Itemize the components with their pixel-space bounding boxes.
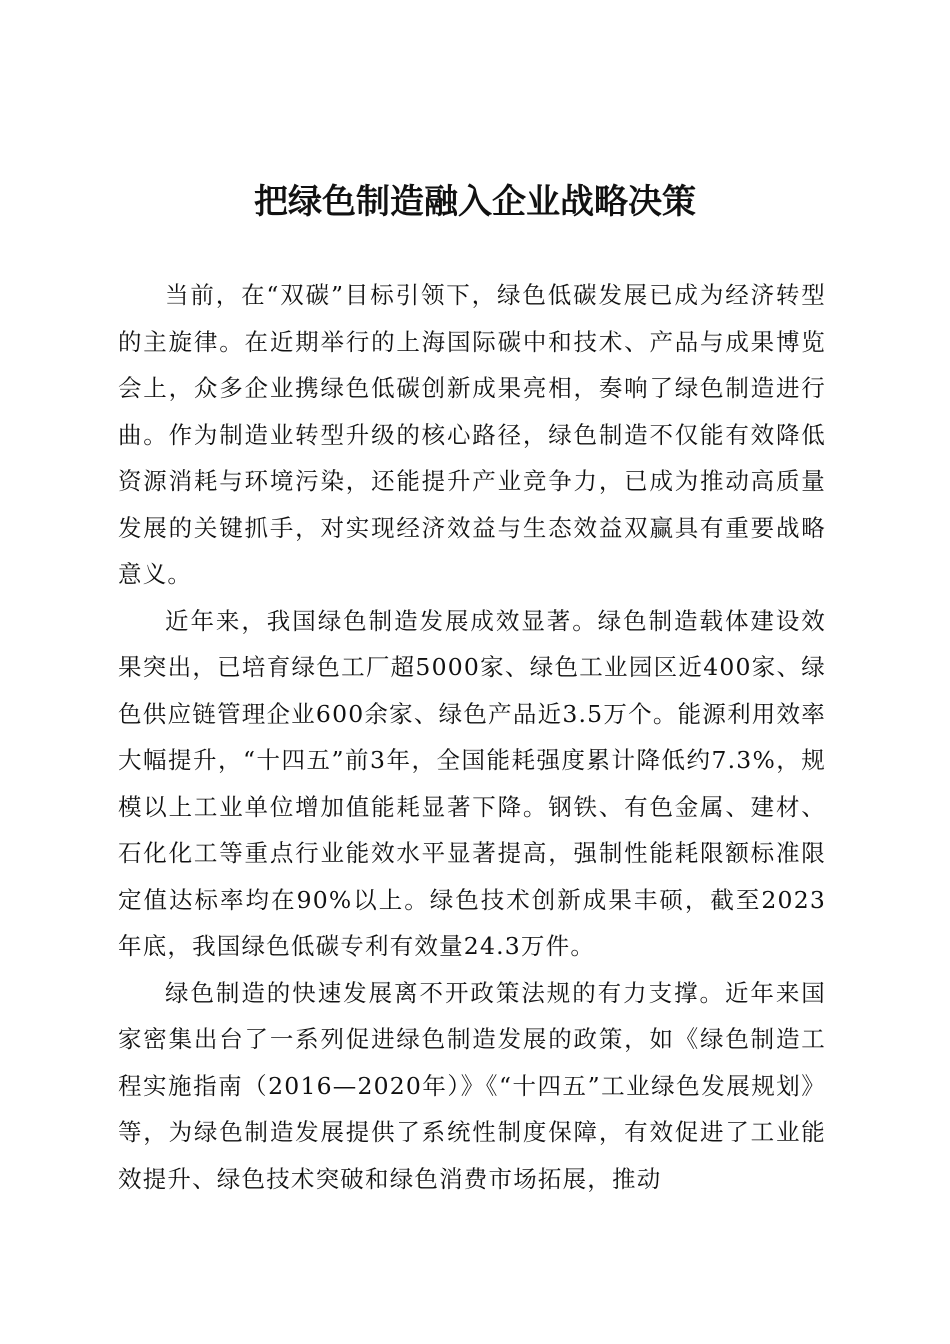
- document-title: 把绿色制造融入企业战略决策: [254, 182, 696, 222]
- paragraph-3: 绿色制造的快速发展离不开政策法规的有力支撑。近年来国家密集出台了一系列促进绿色制造发展的政策，如《绿色制造工程实施指南（2016—2020年）》《“十四五”工业绿色发展规划》等，为绿色制造发展提供了系统性制度保障，有效促进了工业能效提升、绿色技术突破和绿色消费市场拓展，推动: [118, 978, 826, 1193]
- document-body: [118, 272, 826, 1202]
- paragraph-1: 当前，在“双碳”目标引领下，绿色低碳发展已成为经济转型的主旋律。在近期举行的上海国际碳中和技术、产品与成果博览会上，众多企业携绿色低碳创新成果亮相，奏响了绿色制造进行曲。作为制造业转型升级的核心路径，绿色制造不仅能有效降低资源消耗与环境污染，还能提升产业竞争力，已成为推动高质量发展的关键抓手，对实现经济效益与生态效益双赢具有重要战略意义。: [118, 281, 826, 588]
- paragraph-2: 近年来，我国绿色制造发展成效显著。绿色制造载体建设效果突出，已培育绿色工厂超5000家、绿色工业园区近400家、绿色供应链管理企业600余家、绿色产品近3.5万个。能源利用效率大幅提升，“十四五”前3年，全国能耗强度累计降低约7.3%，规模以上工业单位增加值能耗显著下降。钢铁、有色金属、建材、石化化工等重点行业能效水平显著提高，强制性能耗限额标准限定值达标率均在90%以上。绿色技术创新成果丰硕，截至2023年底，我国绿色低碳专利有效量24.3万件。: [118, 606, 826, 960]
